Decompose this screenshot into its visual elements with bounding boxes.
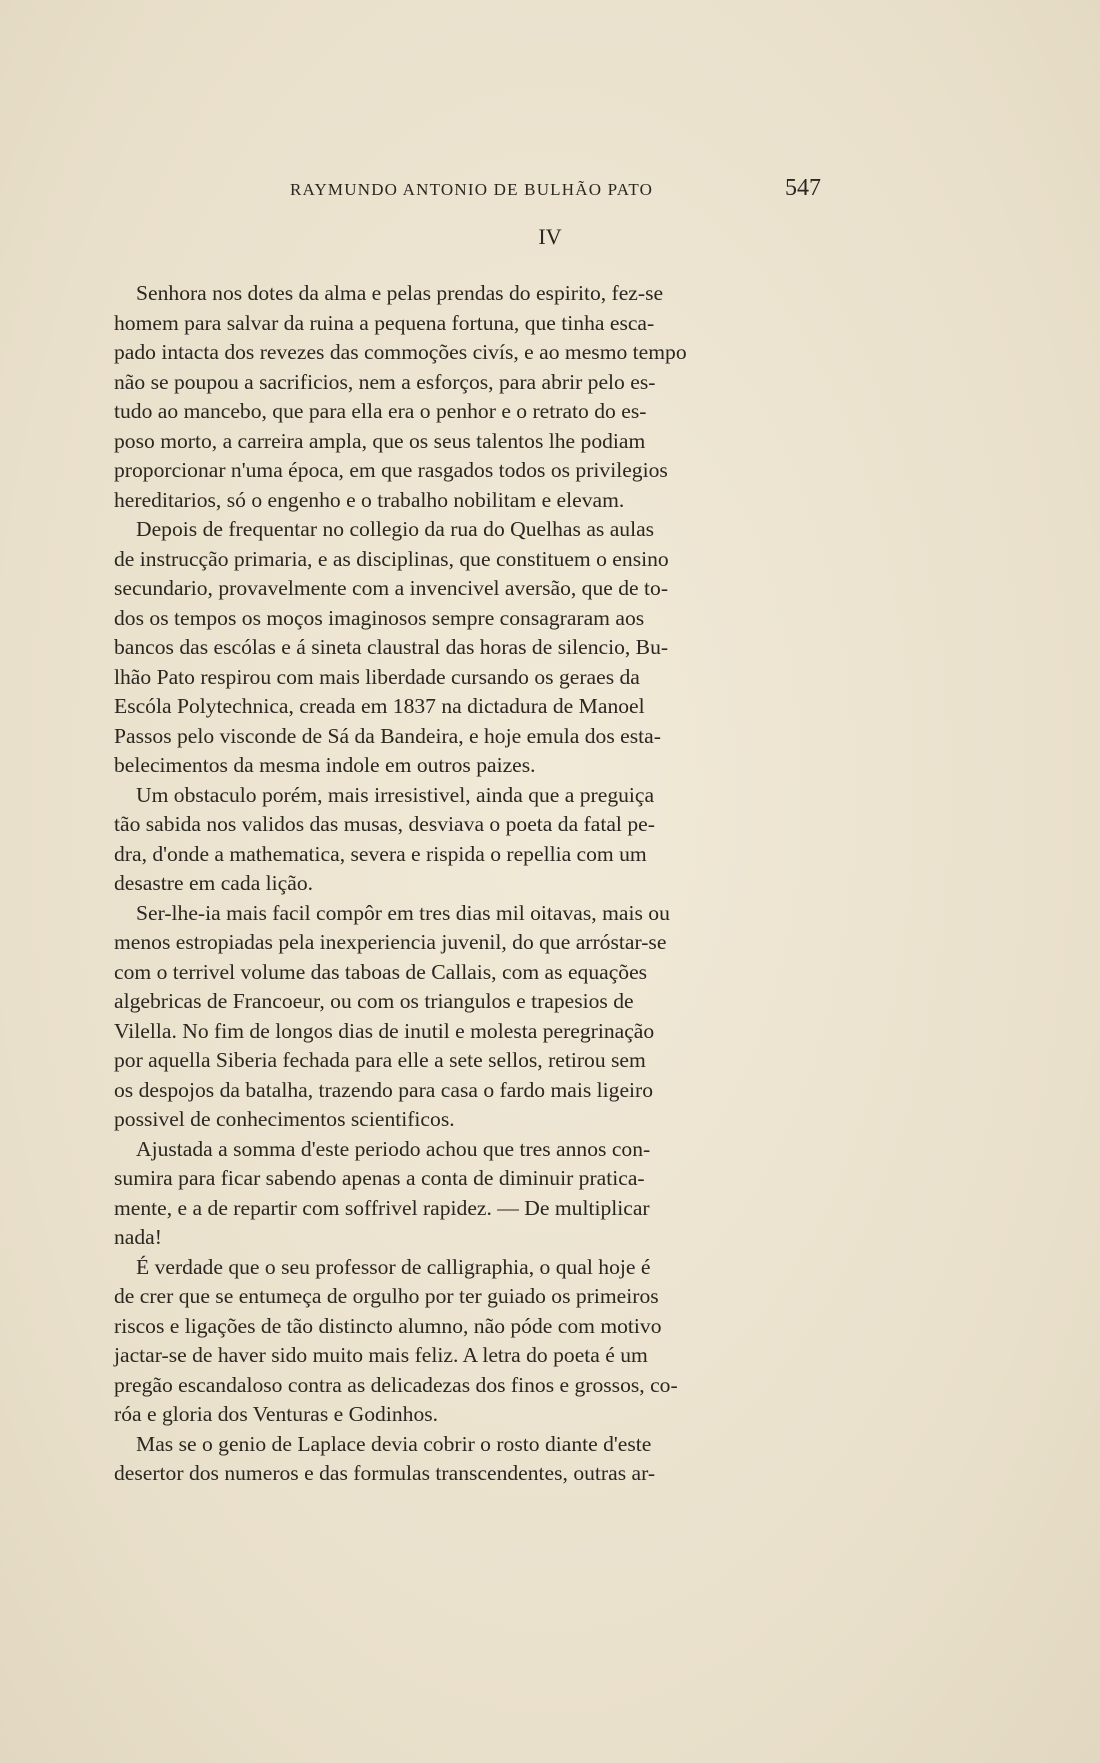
text-line: menos estropiadas pela inexperiencia juvenil, do que arróstar-se (114, 930, 667, 954)
text-line: róa e gloria dos Venturas e Godinhos. (114, 1402, 439, 1426)
text-line: por aquella Siberia fechada para elle a sete sellos, retirou sem (114, 1048, 646, 1072)
paragraph (114, 279, 820, 515)
section-heading: IV (538, 224, 562, 249)
text-line: homem para salvar da ruina a pequena fortuna, que tinha esca- (114, 310, 655, 335)
text-line: Ajustada a somma d'este periodo achou que tres annos con- (136, 1136, 651, 1161)
paragraph (114, 515, 820, 781)
text-line: desertor dos numeros e das formulas transcendentes, outras ar- (114, 1461, 656, 1485)
text-line: proporcionar n'uma época, em que rasgados todos os privilegios (114, 458, 668, 482)
text-line: dos os tempos os moços imaginosos sempre consagraram aos (114, 605, 645, 630)
text-line: tão sabida nos validos das musas, desviava o poeta da fatal pe- (114, 812, 655, 836)
text-line: sumira para ficar sabendo apenas a conta de diminuir pratica- (114, 1166, 645, 1190)
paragraph (114, 1253, 820, 1430)
text-line: poso morto, a carreira ampla, que os seus talentos lhe podiam (114, 428, 646, 453)
text-line: dra, d'onde a mathematica, severa e rispida o repellia com um (114, 841, 647, 866)
paragraph (114, 1135, 820, 1253)
text-line: belecimentos da mesma indole em outros paizes. (114, 753, 536, 777)
text-line: algebricas de Francoeur, ou com os triangulos e trapesios de (114, 989, 634, 1013)
text-line: possivel de conhecimentos scientificos. (114, 1107, 455, 1131)
text-line: riscos e ligações de tão distincto alumno, não póde com motivo (114, 1313, 662, 1338)
text-line: os despojos da batalha, trazendo para casa o fardo mais ligeiro (114, 1077, 654, 1102)
text-line: não se poupou a sacrificios, nem a esforços, para abrir pelo es- (114, 369, 656, 394)
page-number: 547 (785, 175, 821, 201)
text-line: mente, e a de repartir com soffrivel rapidez. — De multiplicar (114, 1195, 650, 1220)
text-line: desastre em cada lição. (114, 871, 314, 895)
text-line: Vilella. No fim de longos dias de inutil e molesta peregrinação (114, 1018, 655, 1043)
text-line: jactar-se de haver sido muito mais feliz. A letra do poeta é um (114, 1343, 648, 1367)
text-line: Um obstaculo porém, mais irresistivel, ainda que a preguiça (136, 782, 655, 807)
paragraph (114, 899, 820, 1135)
text-line: secundario, provavelmente com a invencivel aversão, que de to- (114, 576, 669, 600)
text-line: de crer que se entumeça de orgulho por ter guiado os primeiros (114, 1284, 659, 1308)
text-line: Escóla Polytechnica, creada em 1837 na dictadura de Manoel (114, 694, 645, 718)
text-line: É verdade que o seu professor de calligraphia, o qual hoje é (136, 1254, 651, 1279)
text-line: hereditarios, só o engenho e o trabalho nobilitam e elevam. (114, 487, 625, 512)
text-line: Senhora nos dotes da alma e pelas prendas do espirito, fez-se (136, 281, 664, 305)
text-line: de instrucção primaria, e as disciplinas, que constituem o ensino (114, 546, 669, 571)
text-line: tudo ao mancebo, que para ella era o penhor e o retrato do es- (114, 399, 647, 423)
text-line: bancos das escólas e á sineta claustral das horas de silencio, Bu- (114, 635, 669, 659)
paragraph (114, 781, 820, 899)
text-line: lhão Pato respirou com mais liberdade cursando os geraes da (114, 664, 640, 689)
text-line: Depois de frequentar no collegio da rua do Quelhas as aulas (136, 517, 655, 541)
paragraph (114, 1430, 820, 1489)
text-line: Ser-lhe-ia mais facil compôr em tres dias mil oitavas, mais ou (136, 900, 670, 925)
text-line: Mas se o genio de Laplace devia cobrir o rosto diante d'este (136, 1431, 652, 1456)
body-text (114, 279, 820, 1489)
text-line: nada! (114, 1225, 162, 1249)
running-head-title: RAYMUNDO ANTONIO DE BULHÃO PATO (290, 180, 654, 199)
text-line: pregão escandaloso contra as delicadezas dos finos e grossos, co- (114, 1372, 678, 1397)
text-line: pado intacta dos revezes das commoções civís, e ao mesmo tempo (114, 340, 687, 364)
text-line: Passos pelo visconde de Sá da Bandeira, e hoje emula dos esta- (114, 723, 661, 748)
text-line: com o terrivel volume das taboas de Callais, com as equações (114, 959, 648, 984)
